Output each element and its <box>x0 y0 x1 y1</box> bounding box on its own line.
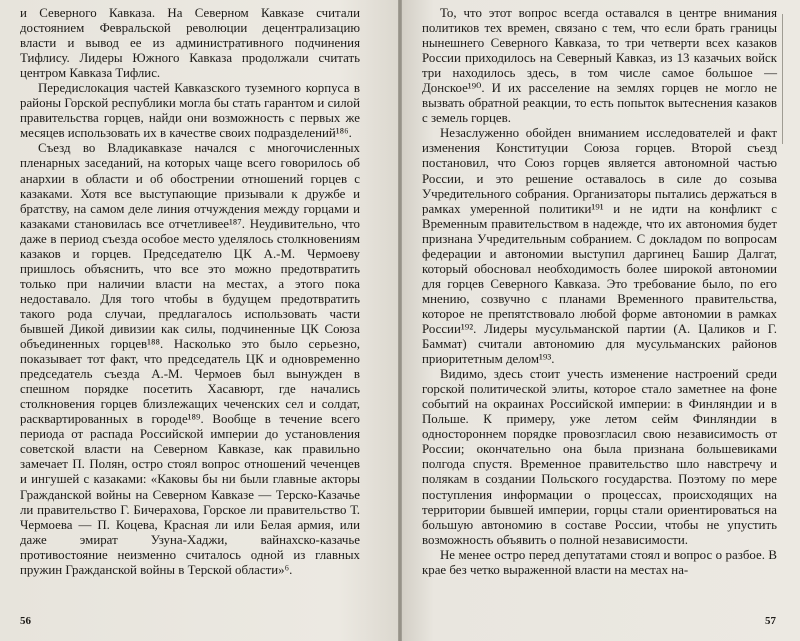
paragraph: Видимо, здесь стоит учесть изменение настроений среди горской политической элиты, которое стало заметнее на фоне событий на окраинах Российской империи: в Финляндии и в Польше. К примеру, уже летом сейм Финляндии в одностороннем порядке провозгласил свою независимость от России; окончательно она была признана большевиками полгода спустя. Временное правительство шло навстречу и полякам в создании Польского государства. Поэтому по мере поступления информации о процессах, происходящих на территории бывшей империи, горцы стали ориентироваться на большую автономию в составе России, чтобы не упустить возможность объявить о полной независимости. <box>422 367 777 547</box>
page-number-right: 57 <box>765 615 776 627</box>
pencil-margin-mark <box>782 14 783 144</box>
paragraph: Передислокация частей Кавказского туземного корпуса в районы Горской республики могла бы стать гарантом и силой правительства горцев, найди они возможность с первых же месяцев использовать их в качестве своих подразделений¹⁸⁶. <box>20 81 360 141</box>
paragraph: и Северного Кавказа. На Северном Кавказе считали достоянием Февральской революции децентрализацию власти и вывод ее из административного подчинения Тифлису. Лидеры Южного Кавказа продолжали считать центром Кавказа Тифлис. <box>20 6 360 81</box>
page-number-left: 56 <box>20 615 31 627</box>
left-page-text <box>20 6 360 578</box>
paragraph: Не менее остро перед депутатами стоял и вопрос о разбое. В крае без четко выраженной власти на местах на- <box>422 547 777 577</box>
left-page <box>0 0 398 641</box>
paragraph: То, что этот вопрос всегда оставался в центре внимания политиков тех времен, связано с тем, что если брать границы нынешнего Северного Кавказа, то три четверти всех казаков России приходилось на Северный Кавказ, из 13 казачьих войск три находилось здесь, в том числе самое большое — Донское¹⁹⁰. И их расселение на землях горцев не могло не вызвать обратной реакции, то есть попыток вытеснения казаков с земель горцев. <box>422 6 777 126</box>
paragraph: Съезд во Владикавказе начался с многочисленных пленарных заседаний, на которых чаще всего говорилось об анархии в области и об обострении отношений горцев с казаками. Хотя все выступающие призывали к дружбе и братству, на самом деле линия отчуждения между горцами и казаками становилась все отчетливее¹⁸⁷. Неудивительно, что даже в период съезда особое место уделялось столкновениям казаков и горцев. Председателю ЦК А.-М. Чермоеву пришлось объяснить, что все это можно предотвратить только при наличии власти на местах, а этого пока недоставало. Для того чтобы в будущем предотвратить такого рода случаи, предлагалось использовать части бывшей Дикой дивизии как силы, подчиненные ЦК Союза объединенных горцев¹⁸⁸. Насколько это было серьезно, показывает тот факт, что председатель ЦК и одновременно председатель съезда А.-М. Чермоев был вынужден в спешном порядке посетить Хасавюрт, где начались столкновения горцев близлежащих чеченских сел и солдат, расквартированных в городе¹⁸⁹. Вообще в течение всего периода от распада Российской империи до установления советской власти на Северном Кавказе, как правильно замечает П. Полян, остро стоял вопрос отношений чеченцев и ингушей с казаками: «Каковы бы ни были главные акторы Гражданской войны на Северном Кавказе — Терско-Казачье ли правительство Г. Бичерахова, Горское ли правительство Т. Чермоева — П. Коцева, Красная ли или Белая армия, или даже эмират Узуна-Хаджи, вайнахско-казачье противостояние неизменно считалось одной из главных пружин Гражданской войны в Терской области»⁶. <box>20 141 360 577</box>
right-page <box>402 0 800 641</box>
paragraph: Незаслуженно обойден вниманием исследователей и факт изменения Конституции Союза горцев. Второй съезд постановил, что Союз горцев является автономной частью России, и это решение оставалось в силе до созыва Учредительного собрания. Организаторы пытались держаться в рамках умеренной политики¹⁹¹ и не идти на конфликт с Временным правительством в надежде, что их автономия будет признана Учредительным собранием. С докладом по вопросам федерации и автономии выступил даргинец Башир Далгат, который обосновал необходимость более широкой автономии для горцев Северного Кавказа. Это требование было, по его мнению, созвучно с планами Временного правительства, которое не препятствовало любой форме автономии в рамках России¹⁹². Лидеры мусульманской партии (А. Цаликов и Г. Баммат) считали автономию для мусульманских районов приоритетным делом¹⁹³. <box>422 126 777 367</box>
right-page-text <box>422 6 777 578</box>
